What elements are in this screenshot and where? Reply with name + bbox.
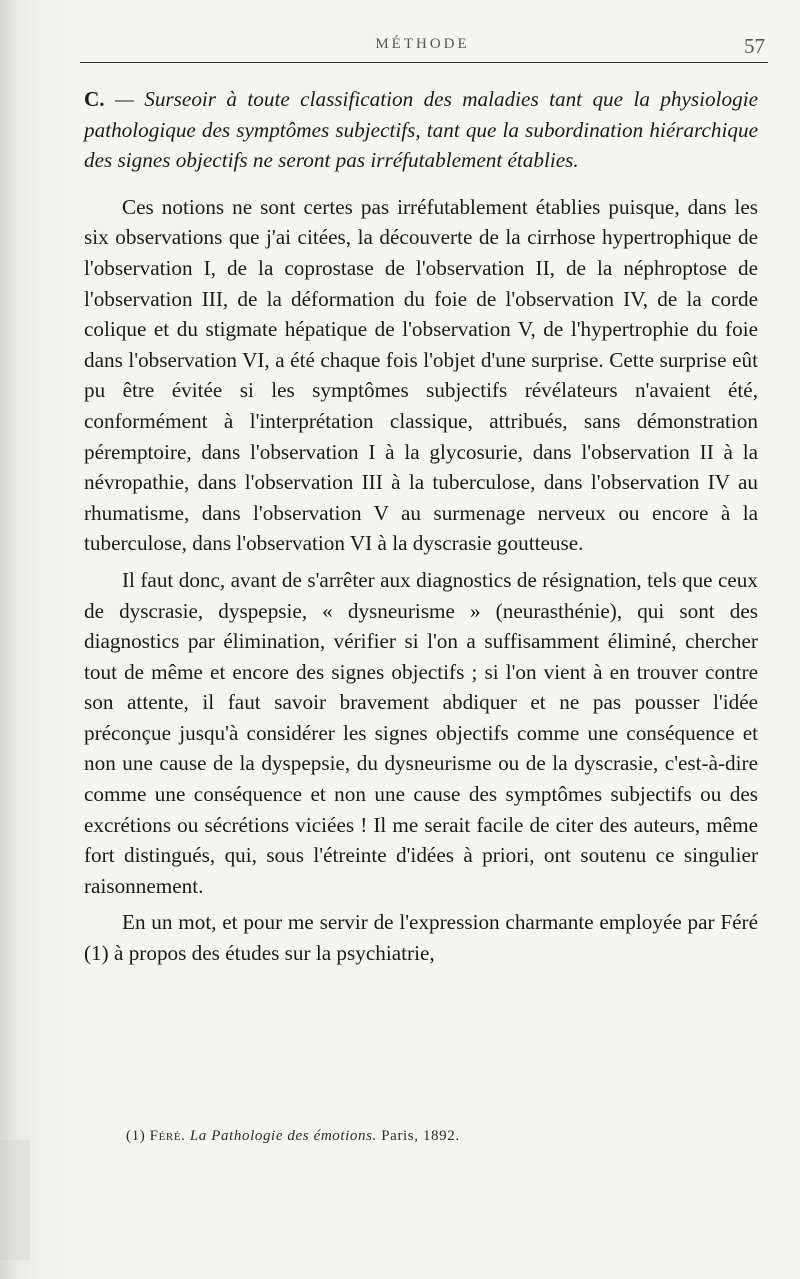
header-rule [80, 62, 768, 63]
running-head [80, 34, 765, 60]
footnote-place-date: Paris, 1892. [376, 1128, 460, 1144]
footnote-marker: (1) [126, 1128, 150, 1144]
section-heading [84, 84, 758, 176]
footnote [126, 1128, 766, 1145]
section-heading-text: — Surseoir à toute classification des maladies tant que la physiologie pathologique des symptômes subjectifs, tant que la subordination hiérarchique des signes objectifs ne seront pas irréfutablement établies. [84, 87, 758, 173]
running-head-title: MÉTHODE [375, 36, 470, 52]
paragraph-3: En un mot, et pour me servir de l'expression charmante employée par Féré (1) à propos des études sur la psychiatrie, [84, 910, 758, 966]
paragraph-2: Il faut donc, avant de s'arrêter aux diagnostics de résignation, tels que ceux de dyscrasie, dyspepsie, « dysneurisme » (neurasthénie), qui sont des diagnostics par élimination, vérifier si l'on a suffisamment éliminé, chercher tout de même et encore des signes objectifs ; si l'on vient à en trouver contre son attente, il faut savoir bravement abdiquer et ne pas pousser l'idée préconçue jusqu'à considérer les signes objectifs comme une conséquence et non une cause de la dyspepsie, du dysneurisme ou de la dyscrasie, c'est-à-dire comme une conséquence et non une cause des symptômes subjectifs ou des excrétions ou sécrétions viciées ! Il me serait facile de citer des auteurs, même fort distingués, qui, sous l'étreinte d'idées à priori, ont soutenu ce singulier raisonnement. [84, 567, 758, 898]
page-number: 57 [744, 34, 765, 58]
paragraph-1: Ces notions ne sont certes pas irréfutablement établies puisque, dans les six observations que j'ai citées, la découverte de la cirrhose hypertrophique de l'observation I, de la coprostase de l'observation II, de la néphroptose de l'observation III, de la déformation du foie de l'observation IV, de la corde colique et du stigmate hépatique de l'observation V, de l'hypertrophie du foie dans l'observation VI, a été chaque fois l'objet d'une surprise. Cette surprise eût pu être évitée si les symptômes subjectifs révélateurs n'avaient été, conformément à l'interprétation classique, attribués, sans démonstration péremptoire, dans l'observation I à la glycosurie, dans l'observation II à la névropathie, dans l'observation III à la tuberculose, dans l'observation IV au rhumatisme, dans l'observation V au surmenage nerveux ou encore à la tuberculose, dans l'observation VI à la dyscrasie goutteuse. [84, 194, 758, 556]
footnote-author: Féré. [149, 1128, 186, 1144]
footnote-title: La Pathologie des émotions. [185, 1128, 377, 1144]
section-letter: C. [84, 87, 105, 111]
page-edge-shadow [0, 1140, 30, 1260]
body-text [84, 84, 758, 975]
